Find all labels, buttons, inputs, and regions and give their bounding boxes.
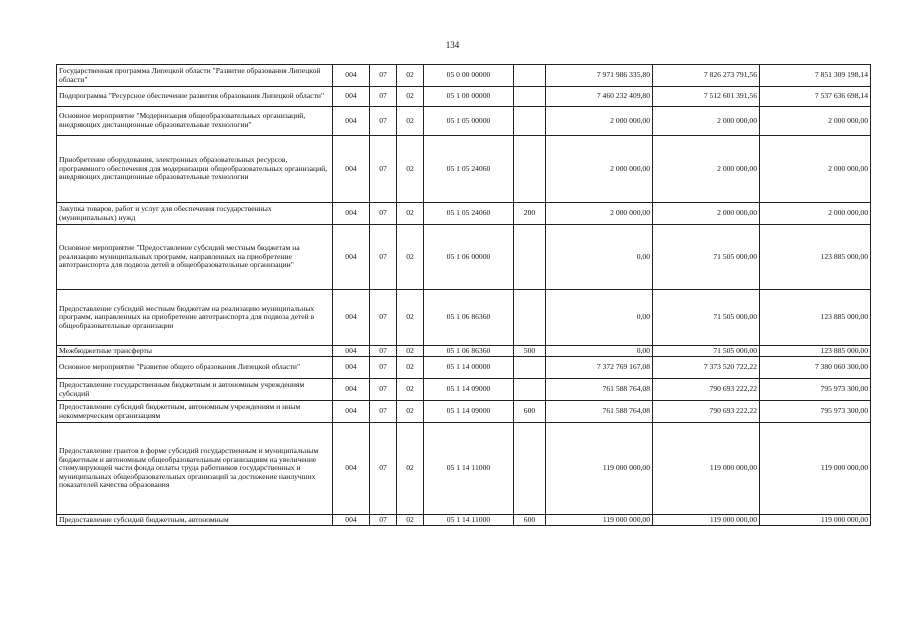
amount-year-1: 761 588 764,08	[546, 379, 653, 401]
subsection-code: 02	[397, 136, 424, 203]
expense-type: 200	[514, 203, 546, 225]
admin-code: 004	[333, 290, 370, 346]
target-article: 05 1 05 24060	[424, 136, 514, 203]
target-article: 05 1 14 11000	[424, 515, 514, 526]
amount-year-2: 7 512 601 391,56	[653, 87, 760, 107]
expense-type	[514, 107, 546, 136]
subsection-code: 02	[397, 379, 424, 401]
subsection-code: 02	[397, 65, 424, 87]
amount-year-1: 7 372 769 167,08	[546, 357, 653, 379]
table-row	[57, 203, 871, 225]
subsection-code: 02	[397, 346, 424, 357]
row-name: Предоставление грантов в форме субсидий государственным и муниципальным бюджетным и автономным общеобразовательным организациям на увеличение стимулирующей части фонда оплаты труда работников государственных и муниципальных общеобразовательных организаций за достижение наилучших показателей качества образования	[57, 423, 333, 515]
row-name: Приобретение оборудования, электронных образовательных ресурсов, программного обеспечения для модернизации общеобразовательных организаций, внедряющих дистанционные образовательные технологии	[57, 136, 333, 203]
row-name: Государственная программа Липецкой области "Развитие образования Липецкой области"	[57, 65, 333, 87]
amount-year-3: 2 000 000,00	[760, 203, 871, 225]
section-code: 07	[370, 87, 397, 107]
amount-year-3: 123 885 000,00	[760, 225, 871, 290]
expense-type	[514, 290, 546, 346]
amount-year-3: 795 973 300,00	[760, 379, 871, 401]
subsection-code: 02	[397, 290, 424, 346]
row-name: Закупка товаров, работ и услуг для обеспечения государственных (муниципальных) нужд	[57, 203, 333, 225]
table-row	[57, 379, 871, 401]
section-code: 07	[370, 65, 397, 87]
target-article: 05 1 05 00000	[424, 107, 514, 136]
amount-year-1: 7 460 232 409,80	[546, 87, 653, 107]
admin-code: 004	[333, 357, 370, 379]
target-article: 05 1 06 86360	[424, 290, 514, 346]
admin-code: 004	[333, 379, 370, 401]
amount-year-1: 2 000 000,00	[546, 203, 653, 225]
amount-year-2: 2 000 000,00	[653, 136, 760, 203]
target-article: 05 1 14 00000	[424, 357, 514, 379]
target-article: 05 1 14 09000	[424, 401, 514, 423]
expense-type	[514, 423, 546, 515]
amount-year-3: 119 000 000,00	[760, 515, 871, 526]
amount-year-3: 2 000 000,00	[760, 107, 871, 136]
table-row	[57, 65, 871, 87]
section-code: 07	[370, 515, 397, 526]
expense-type	[514, 87, 546, 107]
admin-code: 004	[333, 87, 370, 107]
amount-year-2: 790 693 222,22	[653, 401, 760, 423]
section-code: 07	[370, 225, 397, 290]
amount-year-1: 0,00	[546, 290, 653, 346]
target-article: 05 1 05 24060	[424, 203, 514, 225]
section-code: 07	[370, 290, 397, 346]
row-name: Основное мероприятие "Модернизация общеобразовательных организаций, внедряющих дистанционные образовательные технологии"	[57, 107, 333, 136]
amount-year-1: 761 588 764,08	[546, 401, 653, 423]
admin-code: 004	[333, 203, 370, 225]
table-row	[57, 357, 871, 379]
row-name: Подпрограмма "Ресурсное обеспечение развития образования Липецкой области"	[57, 87, 333, 107]
row-name: Межбюджетные трансферты	[57, 346, 333, 357]
admin-code: 004	[333, 225, 370, 290]
section-code: 07	[370, 203, 397, 225]
expense-type: 500	[514, 346, 546, 357]
amount-year-2: 7 373 520 722,22	[653, 357, 760, 379]
amount-year-3: 123 885 000,00	[760, 290, 871, 346]
section-code: 07	[370, 346, 397, 357]
expense-type	[514, 357, 546, 379]
amount-year-2: 2 000 000,00	[653, 107, 760, 136]
admin-code: 004	[333, 65, 370, 87]
amount-year-2: 119 000 000,00	[653, 423, 760, 515]
amount-year-2: 7 826 273 791,56	[653, 65, 760, 87]
amount-year-1: 0,00	[546, 346, 653, 357]
section-code: 07	[370, 357, 397, 379]
target-article: 05 1 00 00000	[424, 87, 514, 107]
target-article: 05 0 00 00000	[424, 65, 514, 87]
target-article: 05 1 14 09000	[424, 379, 514, 401]
amount-year-2: 119 000 000,00	[653, 515, 760, 526]
amount-year-2: 2 000 000,00	[653, 203, 760, 225]
section-code: 07	[370, 136, 397, 203]
amount-year-2: 71 505 000,00	[653, 290, 760, 346]
section-code: 07	[370, 401, 397, 423]
amount-year-1: 2 000 000,00	[546, 107, 653, 136]
budget-table	[56, 64, 871, 526]
expense-type: 600	[514, 515, 546, 526]
expense-type	[514, 379, 546, 401]
table-row	[57, 87, 871, 107]
admin-code: 004	[333, 423, 370, 515]
amount-year-3: 795 973 300,00	[760, 401, 871, 423]
amount-year-2: 71 505 000,00	[653, 346, 760, 357]
amount-year-1: 7 971 986 335,80	[546, 65, 653, 87]
amount-year-3: 123 885 000,00	[760, 346, 871, 357]
table-row	[57, 107, 871, 136]
row-name: Предоставление государственным бюджетным и автономным учреждениям субсидий	[57, 379, 333, 401]
admin-code: 004	[333, 346, 370, 357]
table-body	[57, 65, 871, 526]
admin-code: 004	[333, 107, 370, 136]
subsection-code: 02	[397, 203, 424, 225]
amount-year-1: 2 000 000,00	[546, 136, 653, 203]
section-code: 07	[370, 107, 397, 136]
table-row	[57, 290, 871, 346]
expense-type	[514, 136, 546, 203]
expense-type	[514, 65, 546, 87]
amount-year-2: 790 693 222,22	[653, 379, 760, 401]
row-name: Предоставление субсидий местным бюджетам на реализацию муниципальных программ, направленных на приобретение автотранспорта для подвоза детей в общеобразовательные организации	[57, 290, 333, 346]
table-row	[57, 346, 871, 357]
section-code: 07	[370, 379, 397, 401]
amount-year-1: 119 000 000,00	[546, 423, 653, 515]
table-row	[57, 225, 871, 290]
subsection-code: 02	[397, 515, 424, 526]
row-name: Предоставление субсидий бюджетным, автономным	[57, 515, 333, 526]
subsection-code: 02	[397, 107, 424, 136]
target-article: 05 1 14 11000	[424, 423, 514, 515]
amount-year-3: 119 000 000,00	[760, 423, 871, 515]
admin-code: 004	[333, 515, 370, 526]
table-row	[57, 401, 871, 423]
subsection-code: 02	[397, 401, 424, 423]
section-code: 07	[370, 423, 397, 515]
table-row	[57, 423, 871, 515]
expense-type: 600	[514, 401, 546, 423]
admin-code: 004	[333, 401, 370, 423]
subsection-code: 02	[397, 87, 424, 107]
row-name: Основное мероприятие "Развитие общего образования Липецкой области"	[57, 357, 333, 379]
amount-year-1: 119 000 000,00	[546, 515, 653, 526]
subsection-code: 02	[397, 357, 424, 379]
admin-code: 004	[333, 136, 370, 203]
amount-year-3: 7 537 636 698,14	[760, 87, 871, 107]
subsection-code: 02	[397, 225, 424, 290]
page-number: 134	[445, 40, 460, 50]
table-row	[57, 136, 871, 203]
amount-year-2: 71 505 000,00	[653, 225, 760, 290]
amount-year-3: 2 000 000,00	[760, 136, 871, 203]
table-row	[57, 515, 871, 526]
amount-year-3: 7 851 309 198,14	[760, 65, 871, 87]
subsection-code: 02	[397, 423, 424, 515]
row-name: Предоставление субсидий бюджетным, автономным учреждениям и иным некоммерческим организациям	[57, 401, 333, 423]
row-name: Основное мероприятие "Предоставление субсидий местным бюджетам на реализацию муниципальных программ, направленных на приобретение автотранспорта для подвоза детей в общеобразовательные организации"	[57, 225, 333, 290]
target-article: 05 1 06 86360	[424, 346, 514, 357]
amount-year-3: 7 380 060 300,00	[760, 357, 871, 379]
amount-year-1: 0,00	[546, 225, 653, 290]
expense-type	[514, 225, 546, 290]
target-article: 05 1 06 00000	[424, 225, 514, 290]
